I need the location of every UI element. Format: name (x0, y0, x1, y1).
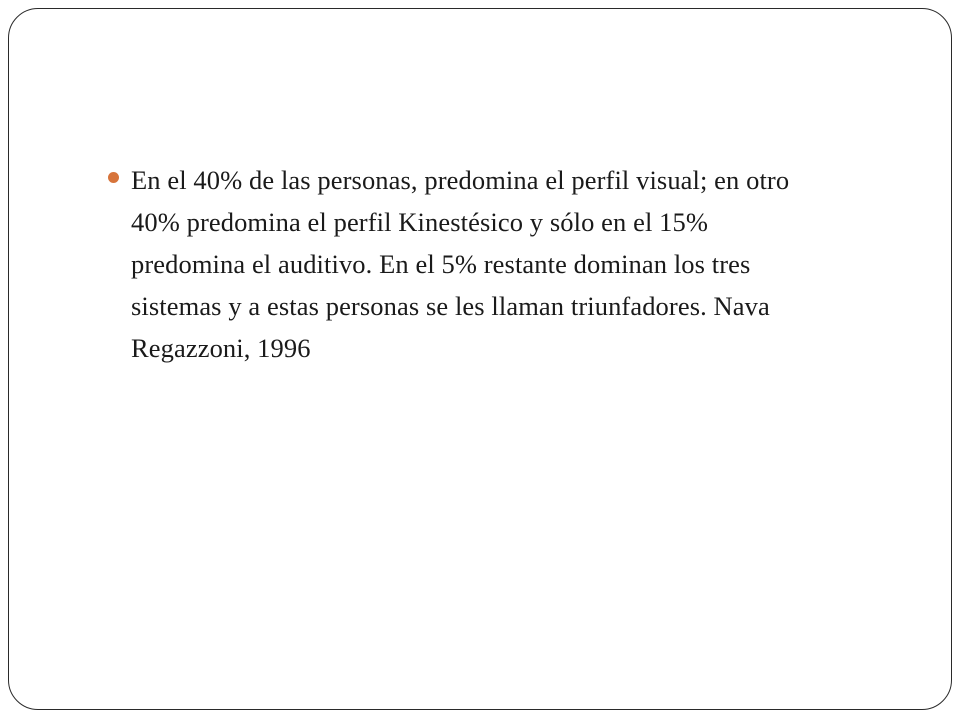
bullet-dot-icon (108, 172, 119, 183)
bullet-text-line: predomina el auditivo. En el 5% restante dominan los tres (131, 249, 751, 279)
bullet-item (108, 159, 868, 369)
bullet-text-line: En el 40% de las personas, predomina el perfil visual; en otro (131, 165, 790, 195)
bullet-text-line: sistemas y a estas personas se les llaman triunfadores. Nava (131, 291, 770, 321)
bullet-text-line: Regazzoni, 1996 (131, 333, 311, 363)
bullet-text-line: 40% predomina el perfil Kinestésico y sólo en el 15% (131, 207, 709, 237)
bullet-text (131, 159, 868, 369)
